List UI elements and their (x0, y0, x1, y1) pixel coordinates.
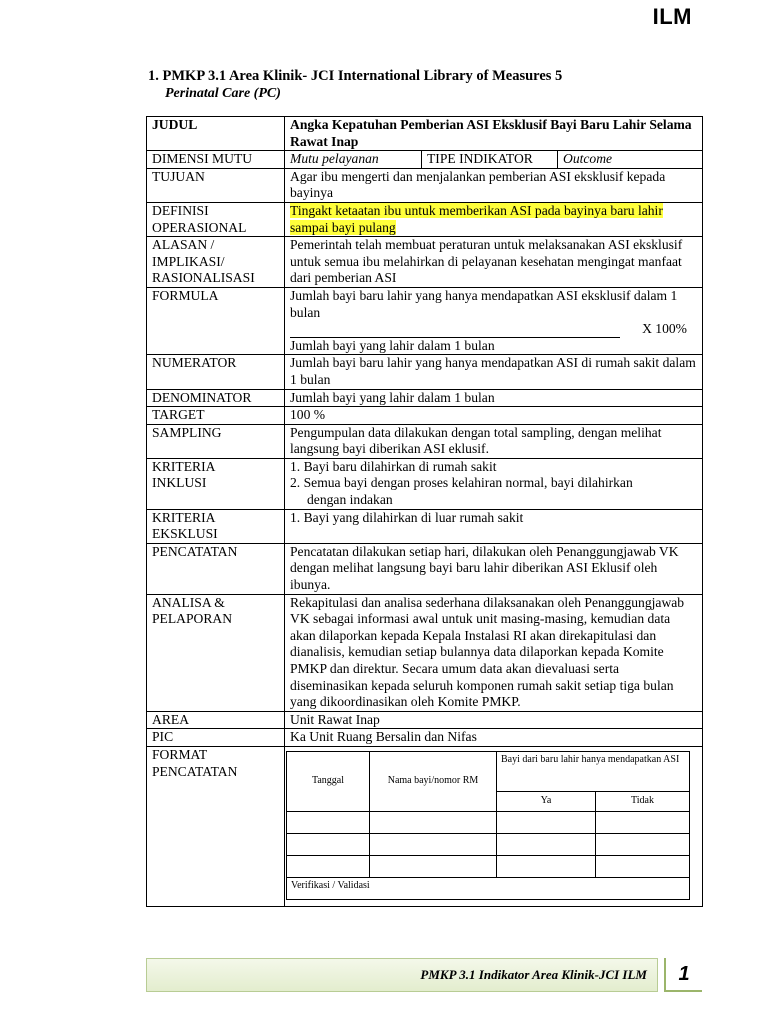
label-alasan: ALASAN / IMPLIKASI/ RASIONALISASI (147, 237, 285, 288)
row-format (147, 746, 703, 906)
row-pencatatan (147, 543, 703, 594)
label-denominator: DENOMINATOR (147, 389, 285, 407)
row-dimensi (147, 151, 703, 169)
row-judul (147, 117, 703, 151)
label-area: AREA (147, 711, 285, 729)
cell-tidak[interactable] (596, 833, 690, 855)
cell-nama[interactable] (370, 833, 497, 855)
format-table (286, 751, 690, 900)
value-alasan: Pemerintah telah membuat peraturan untuk melaksanakan ASI eksklusif untuk semua ibu melahirkan di pelayanan kesehatan mengingat manfaat dari pemberian ASI (285, 237, 703, 288)
row-area (147, 711, 703, 729)
row-definisi (147, 202, 703, 236)
row-tujuan (147, 168, 703, 202)
col-tidak: Tidak (596, 791, 690, 811)
indicator-table (146, 116, 703, 907)
value-numerator: Jumlah bayi baru lahir yang hanya mendapatkan ASI di rumah sakit dalam 1 bulan (285, 355, 703, 389)
value-dimensi: Mutu pelayanan (285, 151, 422, 168)
table-row (287, 833, 690, 855)
formula-numerator: Jumlah bayi baru lahir yang hanya mendapatkan ASI eksklusif dalam 1 bulan (290, 287, 678, 320)
value-area: Unit Rawat Inap (285, 711, 703, 729)
cell-tanggal[interactable] (287, 855, 370, 877)
value-analisa: Rekapitulasi dan analisa sederhana dilaksanakan oleh Penanggungjawab VK sebagai informasi awal untuk unit masing-masing, kemudian data akan dilaporkan kepada Kepala Instalasi RI akan direkapitulasi dan dianalisis, kemudian setiap bulannya data dilaporkan kepada Komite PMKP dan direktur. Secara umum data akan dievaluasi serta diseminasikan kepada seluruh komponen rumah sakit setiap tiga bulan yang dikoordinasikan oleh Komite PMKP. (285, 594, 703, 711)
value-pic: Ka Unit Ruang Bersalin dan Nifas (285, 729, 703, 747)
value-denominator: Jumlah bayi yang lahir dalam 1 bulan (285, 389, 703, 407)
value-format (285, 746, 703, 906)
col-ya: Ya (497, 791, 596, 811)
cell-nama[interactable] (370, 855, 497, 877)
table-row (287, 855, 690, 877)
label-pencatatan: PENCATATAN (147, 543, 285, 594)
label-eksklusi: KRITERIA EKSKLUSI (147, 509, 285, 543)
section-subtitle: Perinatal Care (PC) (165, 86, 281, 101)
label-sampling: SAMPLING (147, 424, 285, 458)
col-nama: Nama bayi/nomor RM (370, 751, 497, 811)
row-inklusi (147, 458, 703, 509)
value-eksklusi: 1. Bayi yang dilahirkan di luar rumah sakit (285, 509, 703, 543)
page-number: 1 (664, 958, 702, 992)
formula-multiplier: X 100% (642, 321, 687, 337)
value-inklusi: 1. Bayi baru dilahirkan di rumah sakit 2. Semua bayi dengan proses kelahiran normal, bayi dilahirkan dengan indakan (285, 458, 703, 509)
label-dimensi: DIMENSI MUTU (147, 151, 285, 169)
cell-nama[interactable] (370, 811, 497, 833)
cell-tanggal[interactable] (287, 811, 370, 833)
header-tag: ILM (652, 4, 692, 29)
cell-ya[interactable] (497, 811, 596, 833)
value-target: 100 % (285, 407, 703, 425)
table-row (287, 811, 690, 833)
label-pic: PIC (147, 729, 285, 747)
value-definisi: Tingakt ketaatan ibu untuk memberikan ASI pada bayinya baru lahir sampai bayi pulang (285, 202, 703, 236)
footer-text: PMKP 3.1 Indikator Area Klinik-JCI ILM (420, 967, 647, 982)
section-title: 1. PMKP 3.1 Area Klinik- JCI International Library of Measures 5 (148, 68, 563, 84)
value-pencatatan: Pencatatan dilakukan setiap hari, dilakukan oleh Penanggungjawab VK dengan melihat langsung bayi baru lahir diberikan ASI Eklusif oleh ibunya. (285, 543, 703, 594)
value-formula (285, 287, 703, 354)
label-formula: FORMULA (147, 287, 285, 354)
label-definisi: DEFINISI OPERASIONAL (147, 202, 285, 236)
row-sampling (147, 424, 703, 458)
value-judul: Angka Kepatuhan Pemberian ASI Eksklusif Bayi Baru Lahir Selama Rawat Inap (285, 117, 703, 151)
col-tanggal: Tanggal (287, 751, 370, 811)
row-formula (147, 287, 703, 354)
value-sampling: Pengumpulan data dilakukan dengan total sampling, dengan melihat langsung bayi diberikan ASI eklusif. (285, 424, 703, 458)
row-pic (147, 729, 703, 747)
value-tipe: Outcome (563, 151, 613, 167)
row-alasan (147, 237, 703, 288)
cell-ya[interactable] (497, 833, 596, 855)
label-inklusi: KRITERIA INKLUSI (147, 458, 285, 509)
cell-tanggal[interactable] (287, 833, 370, 855)
value-tujuan: Agar ibu mengerti dan menjalankan pemberian ASI eksklusif kepada bayinya (285, 168, 703, 202)
label-tujuan: TUJUAN (147, 168, 285, 202)
row-analisa (147, 594, 703, 711)
label-judul: JUDUL (147, 117, 285, 151)
cell-ya[interactable] (497, 855, 596, 877)
label-analisa: ANALISA & PELAPORAN (147, 594, 285, 711)
formula-denominator: Jumlah bayi yang lahir dalam 1 bulan (290, 337, 495, 353)
label-format: FORMAT PENCATATAN (147, 746, 285, 906)
cell-tidak[interactable] (596, 855, 690, 877)
verifikasi-label: Verifikasi / Validasi (287, 877, 690, 899)
label-target: TARGET (147, 407, 285, 425)
col-bayi: Bayi dari baru lahir hanya mendapatkan ASI (497, 751, 690, 791)
label-numerator: NUMERATOR (147, 355, 285, 389)
row-denominator (147, 389, 703, 407)
label-tipe: TIPE INDIKATOR (422, 151, 558, 168)
row-target (147, 407, 703, 425)
page-footer (146, 958, 658, 992)
cell-tidak[interactable] (596, 811, 690, 833)
row-numerator (147, 355, 703, 389)
row-eksklusi (147, 509, 703, 543)
dimensi-cell (285, 151, 703, 169)
